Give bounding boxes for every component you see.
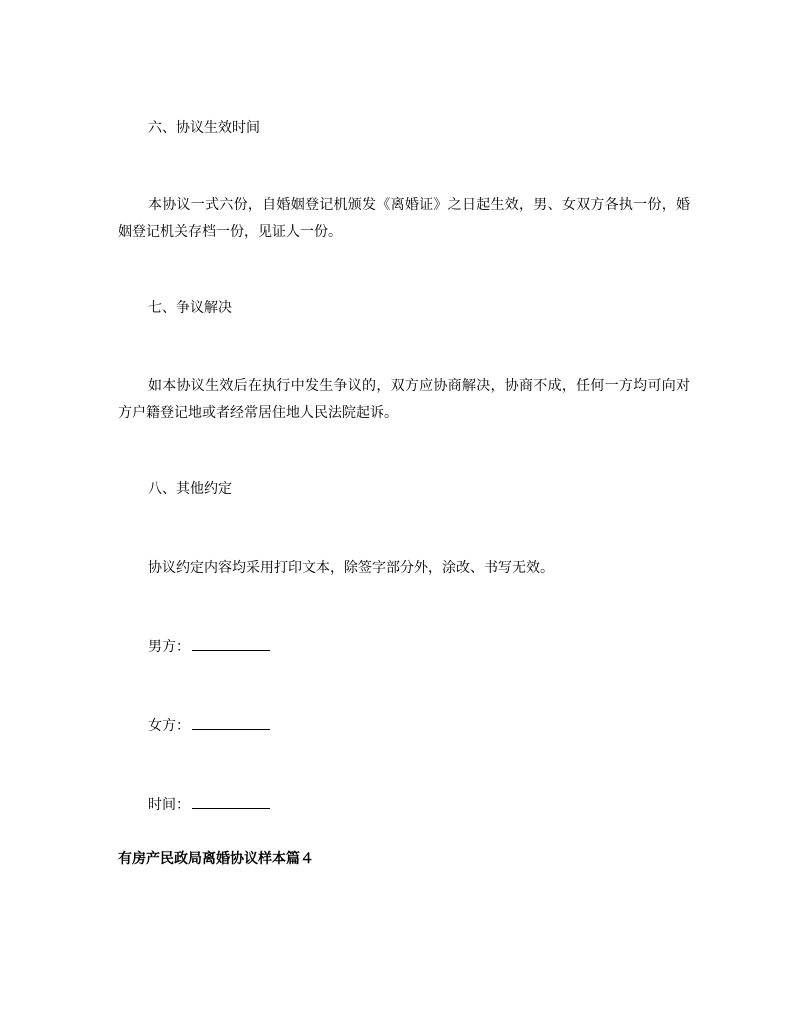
section-7-body: 如本协议生效后在执行中发生争议的，双方应协商解决，协商不成，任何一方均可向对方户籍登记地或者经常居住地人民法院起诉。 [118,378,690,421]
female-signature-row [148,717,270,735]
male-signature-row [148,638,270,656]
time-signature-line [192,796,270,809]
next-document-title: 有房产民政局离婚协议样本篇４ [118,851,314,867]
male-signature-label: 男方： [148,639,190,655]
section-8-body: 协议约定内容均采用打印文本，除签字部分外，涂改、书写无效。 [148,560,554,576]
female-signature-label: 女方： [148,718,190,734]
male-signature-line [192,638,270,651]
time-signature-row [148,796,270,814]
section-6-heading: 六、协议生效时间 [148,120,260,136]
time-signature-label: 时间： [148,797,190,813]
section-8-heading: 八、其他约定 [148,481,232,497]
female-signature-line [192,717,270,730]
section-6-body: 本协议一式六份，自婚姻登记机颁发《离婚证》之日起生效，男、女双方各执一份，婚姻登记机关存档一份，见证人一份。 [118,197,690,240]
section-7-heading: 七、争议解决 [148,300,232,316]
